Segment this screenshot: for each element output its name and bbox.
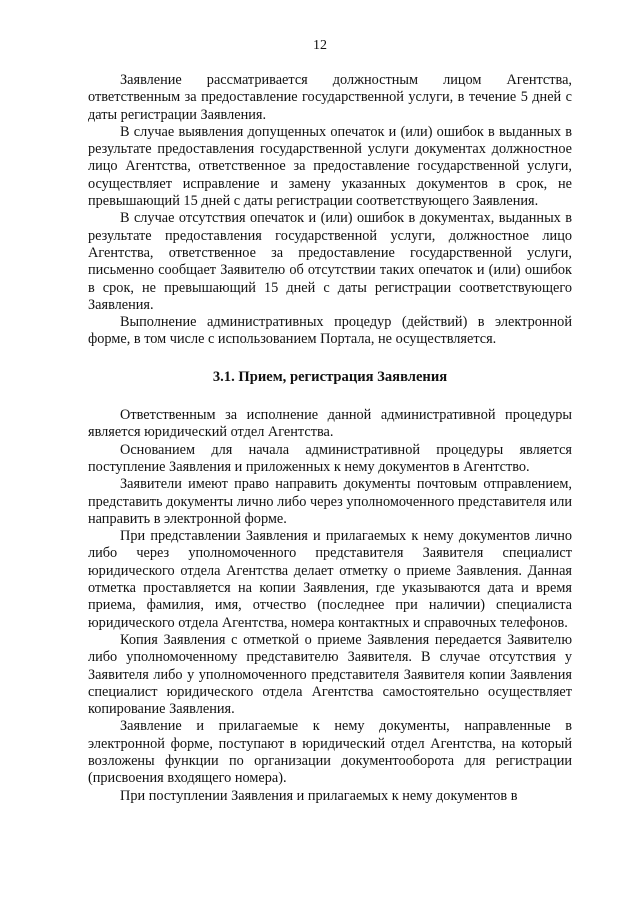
document-body [88,72,572,805]
paragraph: В случае выявления допущенных опечаток и (или) ошибок в выданных в результате предоставления государственной услуги документах должностное лицо Агентства, ответственное за предоставление государственной услуги, осуществляет исправление и замену указанных документов в срок, не превышающий 15 дней с даты регистрации соответствующего Заявления. [88,123,572,210]
paragraph: Заявление рассматривается должностным лицом Агентства, ответственным за предоставление государственной услуги, в течение 5 дней с даты регистрации Заявления. [88,72,572,123]
paragraph: Выполнение административных процедур (действий) в электронной форме, в том числе с использованием Портала, не осуществляется. [88,314,572,348]
paragraph: Заявители имеют право направить документы почтовым отправлением, представить документы лично либо через уполномоченного представителя или направить в электронной форме. [88,476,572,527]
section-heading: 3.1. Прием, регистрация Заявления [212,368,448,385]
paragraph: Копия Заявления с отметкой о приеме Заявления передается Заявителю либо уполномоченному представителю Заявителя. В случае отсутствия у Заявителя либо у уполномоченного представителя Заявителя копии Заявления специалист юридического отдела Агентства самостоятельно осуществляет копирование Заявления. [88,631,572,718]
paragraph: Заявление и прилагаемые к нему документы, направленные в электронной форме, поступают в юридический отдел Агентства, на который возложены функции по организации документооборота для регистрации (присвоения входящего номера). [88,718,572,787]
paragraph: В случае отсутствия опечаток и (или) ошибок в документах, выданных в результате предоставления государственной услуги, должностное лицо Агентства, ответственное за предоставление государственной услуги, письменно сообщает Заявителю об отсутствии таких опечаток и (или) ошибок в срок, не превышающий 15 дней с даты регистрации соответствующего Заявления. [88,210,572,313]
paragraph-continued: При поступлении Заявления и прилагаемых к нему документов в [120,787,518,804]
paragraph: Ответственным за исполнение данной административной процедуры является юридический отдел Агентства. [88,407,572,441]
page-number: 12 [313,38,327,53]
paragraph: При представлении Заявления и прилагаемых к нему документов лично либо через уполномоченного представителя Заявителя специалист юридического отдела Агентства делает отметку о приеме Заявления. Данная отметка проставляется на копии Заявления, где указываются дата и время приема, фамилия, имя, отчество (последнее при наличии) специалиста юридического отдела Агентства, номера контактных и справочных телефонов. [88,528,572,631]
paragraph: Основанием для начала административной процедуры является поступление Заявления и приложенных к нему документов в Агентство. [88,441,572,475]
